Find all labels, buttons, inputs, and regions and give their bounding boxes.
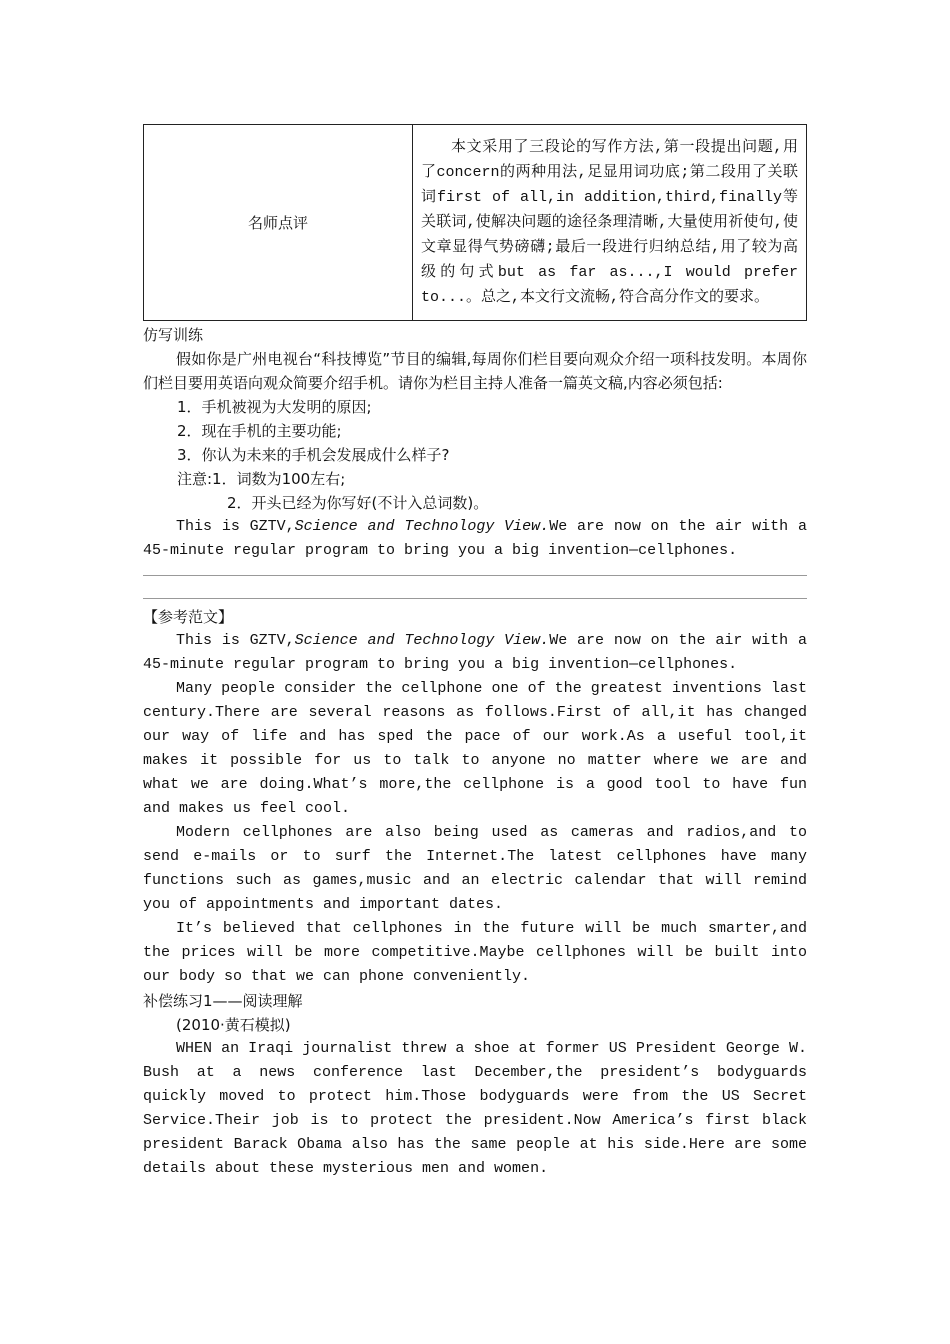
review-label: 名师点评 bbox=[144, 125, 413, 321]
answer-line-1 bbox=[143, 575, 807, 576]
review-comment-text: 本文采用了三段论的写作方法,第一段提出问题,用了concern的两种用法,足显用词功底;第二段用了关联词first of all,in addition,third,finally等关联词,使解决问题的途径条理清晰,大量使用祈使句,使文章显得气势磅礴;最后一段进行归纳总结,用了较为高级的句式but as far as...,I would prefer to...。总之,本文行文流畅,符合高分作文的要求。 bbox=[421, 139, 798, 306]
sample-heading: 【参考范文】 bbox=[143, 608, 234, 626]
exercise-heading: 补偿练习1——阅读理解 bbox=[143, 992, 303, 1010]
document-page bbox=[143, 124, 807, 1181]
practice-opening: This is GZTV,Science and Technology View.We are now on the air with a 45-minute regular program to bring you a big invention—cellphones. bbox=[143, 518, 807, 559]
practice-point-2: 2．现在手机的主要功能; bbox=[177, 422, 342, 440]
review-comment bbox=[413, 125, 807, 321]
practice-point-1: 1．手机被视为大发明的原因; bbox=[177, 398, 372, 416]
sample-paragraph-1: This is GZTV,Science and Technology View.We are now on the air with a 45-minute regular program to bring you a big invention—cellphones. bbox=[143, 632, 807, 673]
exercise-source: (2010·黄石模拟) bbox=[176, 1016, 291, 1034]
practice-note-2: 2．开头已经为你写好(不计入总词数)。 bbox=[227, 494, 489, 512]
practice-intro: 假如你是广州电视台“科技博览”节目的编辑,每周你们栏目要向观众介绍一项科技发明。本周你们栏目要用英语向观众简要介绍手机。请你为栏目主持人准备一篇英文稿,内容必须包括: bbox=[143, 350, 807, 392]
sample-paragraph-4: It’s believed that cellphones in the future will be much smarter,and the prices will be more competitive.Maybe cellphones will be built into our body so that we can phone conveniently. bbox=[143, 920, 807, 985]
practice-note-1: 注意:1．词数为100左右; bbox=[177, 470, 346, 488]
review-table bbox=[143, 124, 807, 321]
sample-paragraph-3: Modern cellphones are also being used as cameras and radios,and to send e-mails or to surf the Internet.The latest cellphones have many functions such as games,music and an electric calendar that will remind you of appointments and important dates. bbox=[143, 824, 807, 913]
sample-paragraph-2: Many people consider the cellphone one of the greatest inventions last century.There are several reasons as follows.First of all,it has changed our way of life and has sped the pace of our work.As a useful tool,it makes it possible for us to talk to anyone no matter where we are and what we are doing.What’s more,the cellphone is a good tool to have fun and makes us feel cool. bbox=[143, 680, 807, 817]
practice-point-3: 3．你认为未来的手机会发展成什么样子? bbox=[177, 446, 450, 464]
exercise-passage: WHEN an Iraqi journalist threw a shoe at former US President George W. Bush at a news conference last December,the president’s bodyguards quickly moved to protect him.Those bodyguards were from the US Secret Service.Their job is to protect the president.Now America’s first black president Barack Obama also has the same people at his side.Here are some details about these mysterious men and women. bbox=[143, 1040, 807, 1177]
practice-heading: 仿写训练 bbox=[143, 326, 204, 344]
answer-line-2 bbox=[143, 598, 807, 599]
